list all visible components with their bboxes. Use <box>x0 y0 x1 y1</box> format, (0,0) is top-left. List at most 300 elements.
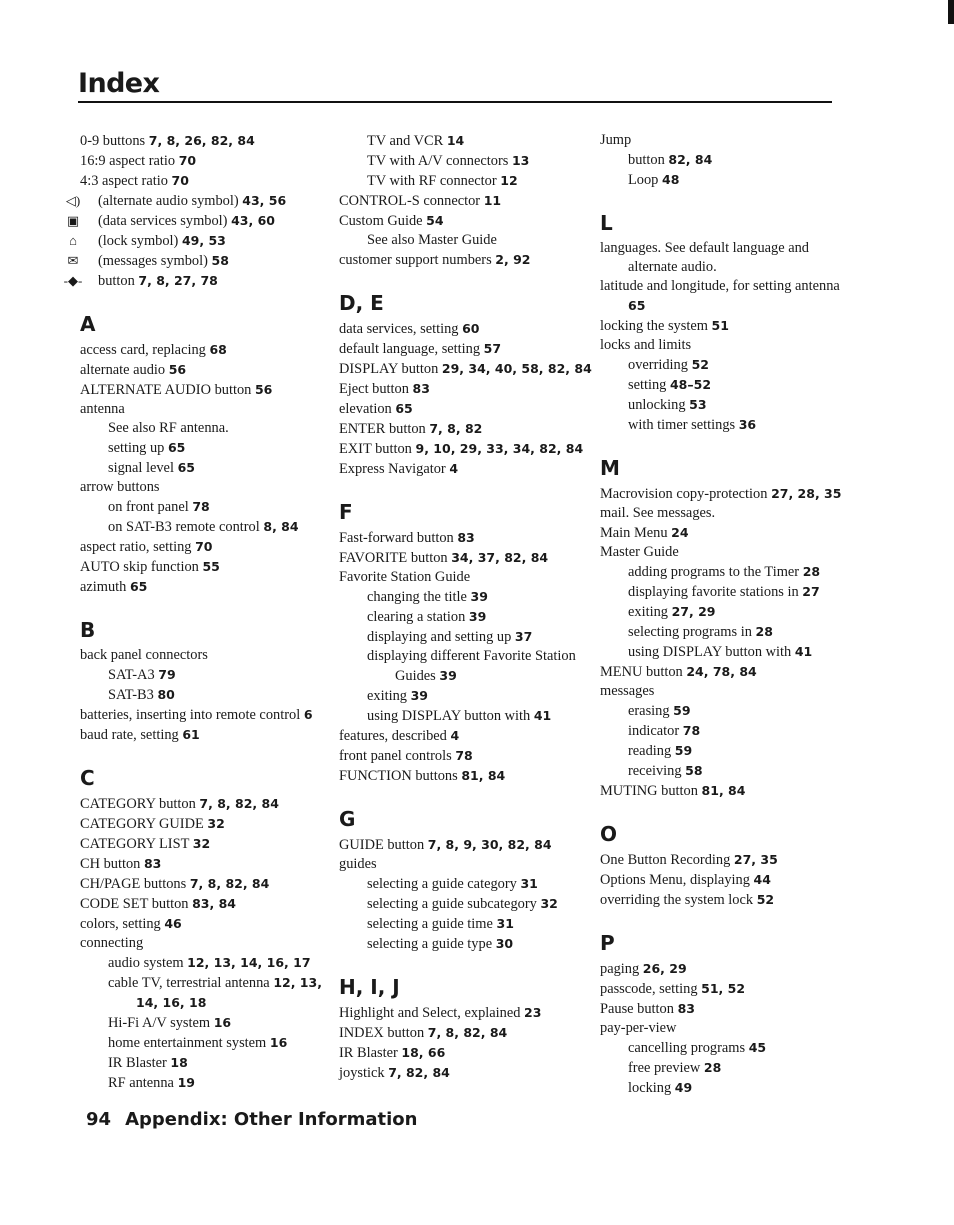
page-reference: 14 <box>446 133 465 148</box>
index-subentry <box>339 231 594 250</box>
entry-text: Eject button <box>339 381 409 397</box>
page-reference: 16 <box>269 1035 288 1050</box>
page-reference: 44 <box>753 872 771 887</box>
index-subentry <box>339 914 594 934</box>
index-subentry <box>339 151 594 171</box>
index-subentry <box>80 438 330 458</box>
section-letter: O <box>600 822 618 846</box>
page-reference: 27, 28, 35 <box>771 486 842 501</box>
page-reference: 24 <box>671 525 689 540</box>
index-entry <box>339 1023 594 1043</box>
entry-text: exiting <box>628 604 668 620</box>
index-entry <box>339 399 594 419</box>
entry-text: default language, setting <box>339 341 481 357</box>
entry-text: IR Blaster <box>108 1055 167 1071</box>
index-column-3 <box>600 131 845 1098</box>
entry-text: (messages symbol) <box>98 253 208 269</box>
index-entry <box>600 999 845 1019</box>
entry-text: exiting <box>367 688 407 704</box>
index-subentry <box>80 685 330 705</box>
index-entry <box>339 439 594 459</box>
page-reference: 79 <box>158 667 176 682</box>
page-reference: 2, 92 <box>495 252 531 267</box>
section-letter: F <box>339 500 353 524</box>
index-subentry <box>600 741 845 761</box>
entry-text: Favorite Station Guide <box>339 569 471 585</box>
index-entry <box>80 646 330 665</box>
entry-text: DISPLAY button <box>339 361 439 377</box>
entry-text: adding programs to the Timer <box>628 564 800 580</box>
index-entry <box>339 319 594 339</box>
section-letter: L <box>600 211 613 235</box>
entry-text: Loop <box>628 172 659 188</box>
page-reference: 36 <box>738 417 757 432</box>
entry-text: customer support numbers <box>339 252 492 268</box>
speaker-icon: ◁) <box>65 193 81 208</box>
entry-text: access card, replacing <box>80 342 206 358</box>
entry-text: CH button <box>80 856 141 872</box>
entry-text: (data services symbol) <box>98 213 228 229</box>
index-subentry <box>339 171 594 191</box>
page-reference: 81, 84 <box>461 768 506 783</box>
page-reference: 18, 66 <box>401 1045 446 1060</box>
entry-text: colors, setting <box>80 916 161 932</box>
title-rule <box>78 101 832 103</box>
page-reference: 48 <box>662 172 680 187</box>
index-entry <box>600 662 845 682</box>
page-reference: 18 <box>170 1055 188 1070</box>
index-subentry <box>600 1078 845 1098</box>
page-reference: 7, 8, 26, 82, 84 <box>148 133 255 148</box>
index-entry <box>80 874 330 894</box>
index-entry <box>339 459 594 479</box>
index-subentry <box>80 497 330 517</box>
page-reference: 70 <box>195 539 213 554</box>
index-entry <box>339 548 594 568</box>
page-reference: 27, 35 <box>733 852 778 867</box>
page-reference: 39 <box>468 609 487 624</box>
entry-text: with timer settings <box>628 417 736 433</box>
entry-text: cancelling programs <box>628 1040 746 1056</box>
entry-text: FUNCTION buttons <box>339 768 458 784</box>
page-reference: 32 <box>192 836 211 851</box>
page-reference: 52 <box>691 357 709 372</box>
page-reference: 39 <box>410 688 428 703</box>
entry-text: GUIDE button <box>339 837 425 853</box>
entry-text: Hi-Fi A/V system <box>108 1015 211 1031</box>
entry-text: IR Blaster <box>339 1045 398 1061</box>
entry-text: locks and limits <box>600 337 692 353</box>
entry-text: button <box>98 273 135 289</box>
entry-text: antenna <box>80 401 125 417</box>
entry-text: back panel connectors <box>80 647 208 663</box>
page-reference: 28 <box>703 1060 722 1075</box>
entry-text: data services, setting <box>339 321 459 337</box>
index-subentry <box>80 665 330 685</box>
entry-text: CONTROL-S connector <box>339 193 481 209</box>
index-subentry <box>600 375 845 395</box>
page-reference: 7, 82, 84 <box>388 1065 450 1080</box>
page-reference: 65 <box>177 460 195 475</box>
entry-text: 4:3 aspect ratio <box>80 173 168 189</box>
entry-text: Custom Guide <box>339 213 423 229</box>
index-entry <box>67 251 330 271</box>
index-entry <box>80 834 330 854</box>
page-reference: 65 <box>167 440 186 455</box>
index-subentry <box>600 150 845 170</box>
index-entry <box>600 543 845 562</box>
section-letter: C <box>80 766 95 790</box>
page-reference: 39 <box>439 668 457 683</box>
index-subentry <box>80 953 330 973</box>
entry-text: joystick <box>339 1065 385 1081</box>
entry-text: signal level <box>108 460 174 476</box>
page-reference: 59 <box>674 743 693 758</box>
entry-text: selecting programs in <box>628 624 752 640</box>
page-reference: 51 <box>711 318 729 333</box>
entry-text: (lock symbol) <box>98 233 179 249</box>
index-entry <box>339 766 594 786</box>
entry-text: front panel controls <box>339 748 452 764</box>
entry-text: AUTO skip function <box>80 559 199 575</box>
entry-text: using DISPLAY button with <box>628 644 792 660</box>
page-reference: 4 <box>450 728 460 743</box>
entry-text: baud rate, setting <box>80 727 179 743</box>
index-entry <box>80 478 330 497</box>
entry-text: CH/PAGE buttons <box>80 876 187 892</box>
entry-text: connecting <box>80 935 144 951</box>
index-subentry <box>80 1073 330 1093</box>
index-entry <box>600 781 845 801</box>
index-entry <box>339 528 594 548</box>
entry-text: overriding the system lock <box>600 892 754 908</box>
index-entry <box>66 211 330 231</box>
index-subentry <box>600 1058 845 1078</box>
page-reference: 65 <box>129 579 148 594</box>
entry-text: MUTING button <box>600 783 698 799</box>
index-subentry <box>339 874 594 894</box>
entry-text: pay-per-view <box>600 1020 677 1036</box>
page-reference: 39 <box>470 589 488 604</box>
index-subentry <box>339 607 594 627</box>
page-reference: 78 <box>455 748 473 763</box>
page-reference: 61 <box>182 727 200 742</box>
page-reference: 80 <box>157 687 175 702</box>
page-reference: 83, 84 <box>192 896 236 911</box>
index-subentry <box>80 419 330 438</box>
index-entry <box>80 557 330 577</box>
page-reference: 7, 8, 27, 78 <box>138 273 218 288</box>
index-entry <box>600 850 845 870</box>
index-subentry <box>600 582 845 602</box>
entry-text: unlocking <box>628 397 686 413</box>
page-reference: 83 <box>143 856 162 871</box>
index-subentry <box>600 602 845 622</box>
index-entry <box>339 746 594 766</box>
page-reference: 16 <box>213 1015 232 1030</box>
index-subentry <box>600 562 845 582</box>
index-entry <box>80 400 330 419</box>
index-entry <box>80 537 330 557</box>
data-services-icon: ▣ <box>66 213 80 228</box>
page-reference: 7, 8, 82, 84 <box>199 796 279 811</box>
entry-text: setting <box>628 377 667 393</box>
entry-text: selecting a guide category <box>367 876 517 892</box>
page-reference: 9, 10, 29, 33, 34, 82, 84 <box>415 441 584 456</box>
index-subentry <box>339 627 594 647</box>
entry-text: displaying different Favorite Station Guides <box>367 648 576 684</box>
index-entry <box>600 959 845 979</box>
page-reference: 28 <box>755 624 773 639</box>
page-reference: 45 <box>748 1040 767 1055</box>
entry-text: ALTERNATE AUDIO button <box>80 382 252 398</box>
entry-text: using DISPLAY button with <box>367 708 531 724</box>
index-entry <box>339 835 594 855</box>
entry-text: free preview <box>628 1060 701 1076</box>
index-entry <box>339 419 594 439</box>
entry-text: setting up <box>108 440 165 456</box>
entry-text: INDEX button <box>339 1025 425 1041</box>
entry-text: FAVORITE button <box>339 550 448 566</box>
section-letter: G <box>339 807 356 831</box>
index-entry <box>80 725 330 745</box>
index-subentry <box>80 973 330 1013</box>
section-letter: P <box>600 931 615 955</box>
envelope-icon: ✉ <box>67 253 79 268</box>
page-reference: 43, 56 <box>242 193 287 208</box>
entry-text: elevation <box>339 401 392 417</box>
page-reference: 7, 8, 9, 30, 82, 84 <box>427 837 552 852</box>
entry-text: CATEGORY GUIDE <box>80 816 204 832</box>
index-entry <box>339 1003 594 1023</box>
index-subentry <box>80 1053 330 1073</box>
index-entry <box>80 705 330 725</box>
page-reference: 12, 13, 14, 16, 18 <box>136 975 322 1010</box>
index-entry <box>600 523 845 543</box>
entry-text: batteries, inserting into remote control <box>80 707 301 723</box>
entry-text: 0-9 buttons <box>80 133 146 149</box>
page-reference: 68 <box>209 342 227 357</box>
page-reference: 82, 84 <box>668 152 713 167</box>
page-reference: 70 <box>171 173 189 188</box>
page-reference: 7, 8, 82, 84 <box>189 876 270 891</box>
page-reference: 58 <box>211 253 229 268</box>
entry-text: locking <box>628 1080 672 1096</box>
page-reference: 78 <box>682 723 701 738</box>
index-entry <box>80 854 330 874</box>
page-reference: 58 <box>685 763 703 778</box>
page-reference: 6 <box>303 707 313 722</box>
page-footer <box>86 1109 417 1130</box>
entry-text: on SAT-B3 remote control <box>108 519 260 535</box>
section-letter: A <box>80 312 96 336</box>
entry-text: CATEGORY LIST <box>80 836 190 852</box>
page-reference: 41 <box>533 708 552 723</box>
entry-text: Highlight and Select, explained <box>339 1005 521 1021</box>
entry-text: EXIT button <box>339 441 412 457</box>
index-subentry <box>600 761 845 781</box>
entry-text: CATEGORY button <box>80 796 196 812</box>
index-subentry <box>339 647 594 686</box>
entry-text: arrow buttons <box>80 479 160 495</box>
page-reference: 31 <box>520 876 538 891</box>
index-entry <box>63 271 330 291</box>
index-entry <box>600 870 845 890</box>
entry-text: CODE SET button <box>80 896 189 912</box>
index-entry <box>80 934 330 953</box>
page-reference: 19 <box>177 1075 195 1090</box>
index-entry <box>339 359 594 379</box>
index-entry <box>600 682 845 701</box>
page-reference: 56 <box>168 362 187 377</box>
entry-text: Main Menu <box>600 525 668 541</box>
index-subentry <box>600 721 845 741</box>
page-reference: 46 <box>164 916 182 931</box>
lock-icon: ⌂ <box>69 233 77 248</box>
page-reference: 41 <box>794 644 813 659</box>
entry-text: Master Guide <box>600 544 679 560</box>
page-reference: 37 <box>514 629 533 644</box>
index-entry <box>80 360 330 380</box>
page-reference: 60 <box>462 321 480 336</box>
footer-section-title: Appendix: Other Information <box>125 1109 418 1130</box>
index-subentry <box>600 1038 845 1058</box>
index-subentry <box>80 1033 330 1053</box>
plus-arrows-icon: -◆- <box>63 273 83 288</box>
entry-text: Jump <box>600 132 632 148</box>
index-subentry <box>339 587 594 607</box>
entry-text: TV with RF connector <box>367 173 497 189</box>
entry-text: Fast-forward button <box>339 530 454 546</box>
index-entry <box>339 1063 594 1083</box>
index-entry <box>600 979 845 999</box>
page-reference: 52 <box>756 892 775 907</box>
page-reference: 49, 53 <box>181 233 226 248</box>
entry-text: reading <box>628 743 672 759</box>
page-reference: 24, 78, 84 <box>686 664 757 679</box>
index-entry <box>80 814 330 834</box>
index-entry <box>339 568 594 587</box>
entry-text: locking the system <box>600 318 708 334</box>
index-entry <box>600 131 845 150</box>
page-reference: 48–52 <box>669 377 712 392</box>
index-entry <box>80 380 330 400</box>
entry-text: button <box>628 152 665 168</box>
page-reference: 53 <box>689 397 707 412</box>
page-reference: 43, 60 <box>231 213 275 228</box>
index-entry <box>339 250 594 270</box>
entry-text: 16:9 aspect ratio <box>80 153 176 169</box>
page-reference: 49 <box>674 1080 693 1095</box>
entry-text: messages <box>600 683 655 699</box>
page-reference: 11 <box>483 193 502 208</box>
entry-text: (alternate audio symbol) <box>98 193 239 209</box>
index-entry <box>600 316 845 336</box>
page-reference: 56 <box>254 382 273 397</box>
entry-text: See also Master Guide <box>367 232 497 248</box>
entry-text: selecting a guide type <box>367 936 493 952</box>
page-reference: 31 <box>496 916 514 931</box>
index-entry <box>339 726 594 746</box>
entry-text: paging <box>600 961 640 977</box>
entry-text: erasing <box>628 703 670 719</box>
entry-text: indicator <box>628 723 680 739</box>
entry-text: SAT-A3 <box>108 667 155 683</box>
page-number: 94 <box>86 1109 112 1130</box>
index-entry <box>80 171 330 191</box>
page-reference: 28 <box>802 564 821 579</box>
page-reference: 7, 8, 82, 84 <box>427 1025 508 1040</box>
index-entry <box>600 336 845 355</box>
entry-text: alternate audio <box>80 362 166 378</box>
index-entry <box>600 239 845 277</box>
index-subentry <box>600 170 845 190</box>
entry-text: Pause button <box>600 1001 674 1017</box>
index-subentry <box>339 686 594 706</box>
page-reference: 57 <box>483 341 502 356</box>
page-edge-mark <box>948 0 954 24</box>
entry-text: clearing a station <box>367 609 466 625</box>
page-reference: 81, 84 <box>701 783 746 798</box>
entry-text: ENTER button <box>339 421 426 437</box>
index-entry <box>80 894 330 914</box>
section-letter: D, E <box>339 291 384 315</box>
entry-text: Express Navigator <box>339 461 446 477</box>
section-letter: M <box>600 456 620 480</box>
page-reference: 78 <box>192 499 210 514</box>
page-title: Index <box>78 68 160 99</box>
section-letter: B <box>80 618 96 642</box>
page-reference: 55 <box>202 559 220 574</box>
page-reference: 27 <box>802 584 820 599</box>
entry-text: Options Menu, displaying <box>600 872 750 888</box>
entry-text: selecting a guide time <box>367 916 493 932</box>
index-subentry <box>80 517 330 537</box>
index-entry <box>339 1043 594 1063</box>
index-entry <box>339 855 594 874</box>
index-entry <box>80 914 330 934</box>
page-reference: 83 <box>677 1001 695 1016</box>
page-reference: 59 <box>673 703 691 718</box>
entry-text: mail. See messages. <box>600 505 716 521</box>
index-entry <box>80 577 330 597</box>
index-entry <box>80 131 330 151</box>
page-reference: 26, 29 <box>642 961 687 976</box>
entry-text: on front panel <box>108 499 189 515</box>
page-reference: 54 <box>426 213 444 228</box>
index-entry <box>600 484 845 504</box>
index-entry <box>339 339 594 359</box>
index-entry <box>600 890 845 910</box>
entry-text: aspect ratio, setting <box>80 539 192 555</box>
index-entry <box>600 1019 845 1038</box>
entry-text: latitude and longitude, for setting antenna <box>600 278 840 294</box>
entry-text: TV and VCR <box>367 133 444 149</box>
entry-text: features, described <box>339 728 447 744</box>
index-entry <box>69 231 330 251</box>
page-reference: 13 <box>511 153 530 168</box>
index-column-2 <box>339 131 594 1083</box>
index-subentry <box>339 131 594 151</box>
page-reference: 30 <box>495 936 514 951</box>
page-reference: 51, 52 <box>701 981 746 996</box>
page-reference: 34, 37, 82, 84 <box>451 550 549 565</box>
entry-text: home entertainment system <box>108 1035 267 1051</box>
index-entry <box>600 504 845 523</box>
entry-text: selecting a guide subcategory <box>367 896 537 912</box>
section-letter: H, I, J <box>339 975 400 999</box>
entry-text: guides <box>339 856 377 872</box>
